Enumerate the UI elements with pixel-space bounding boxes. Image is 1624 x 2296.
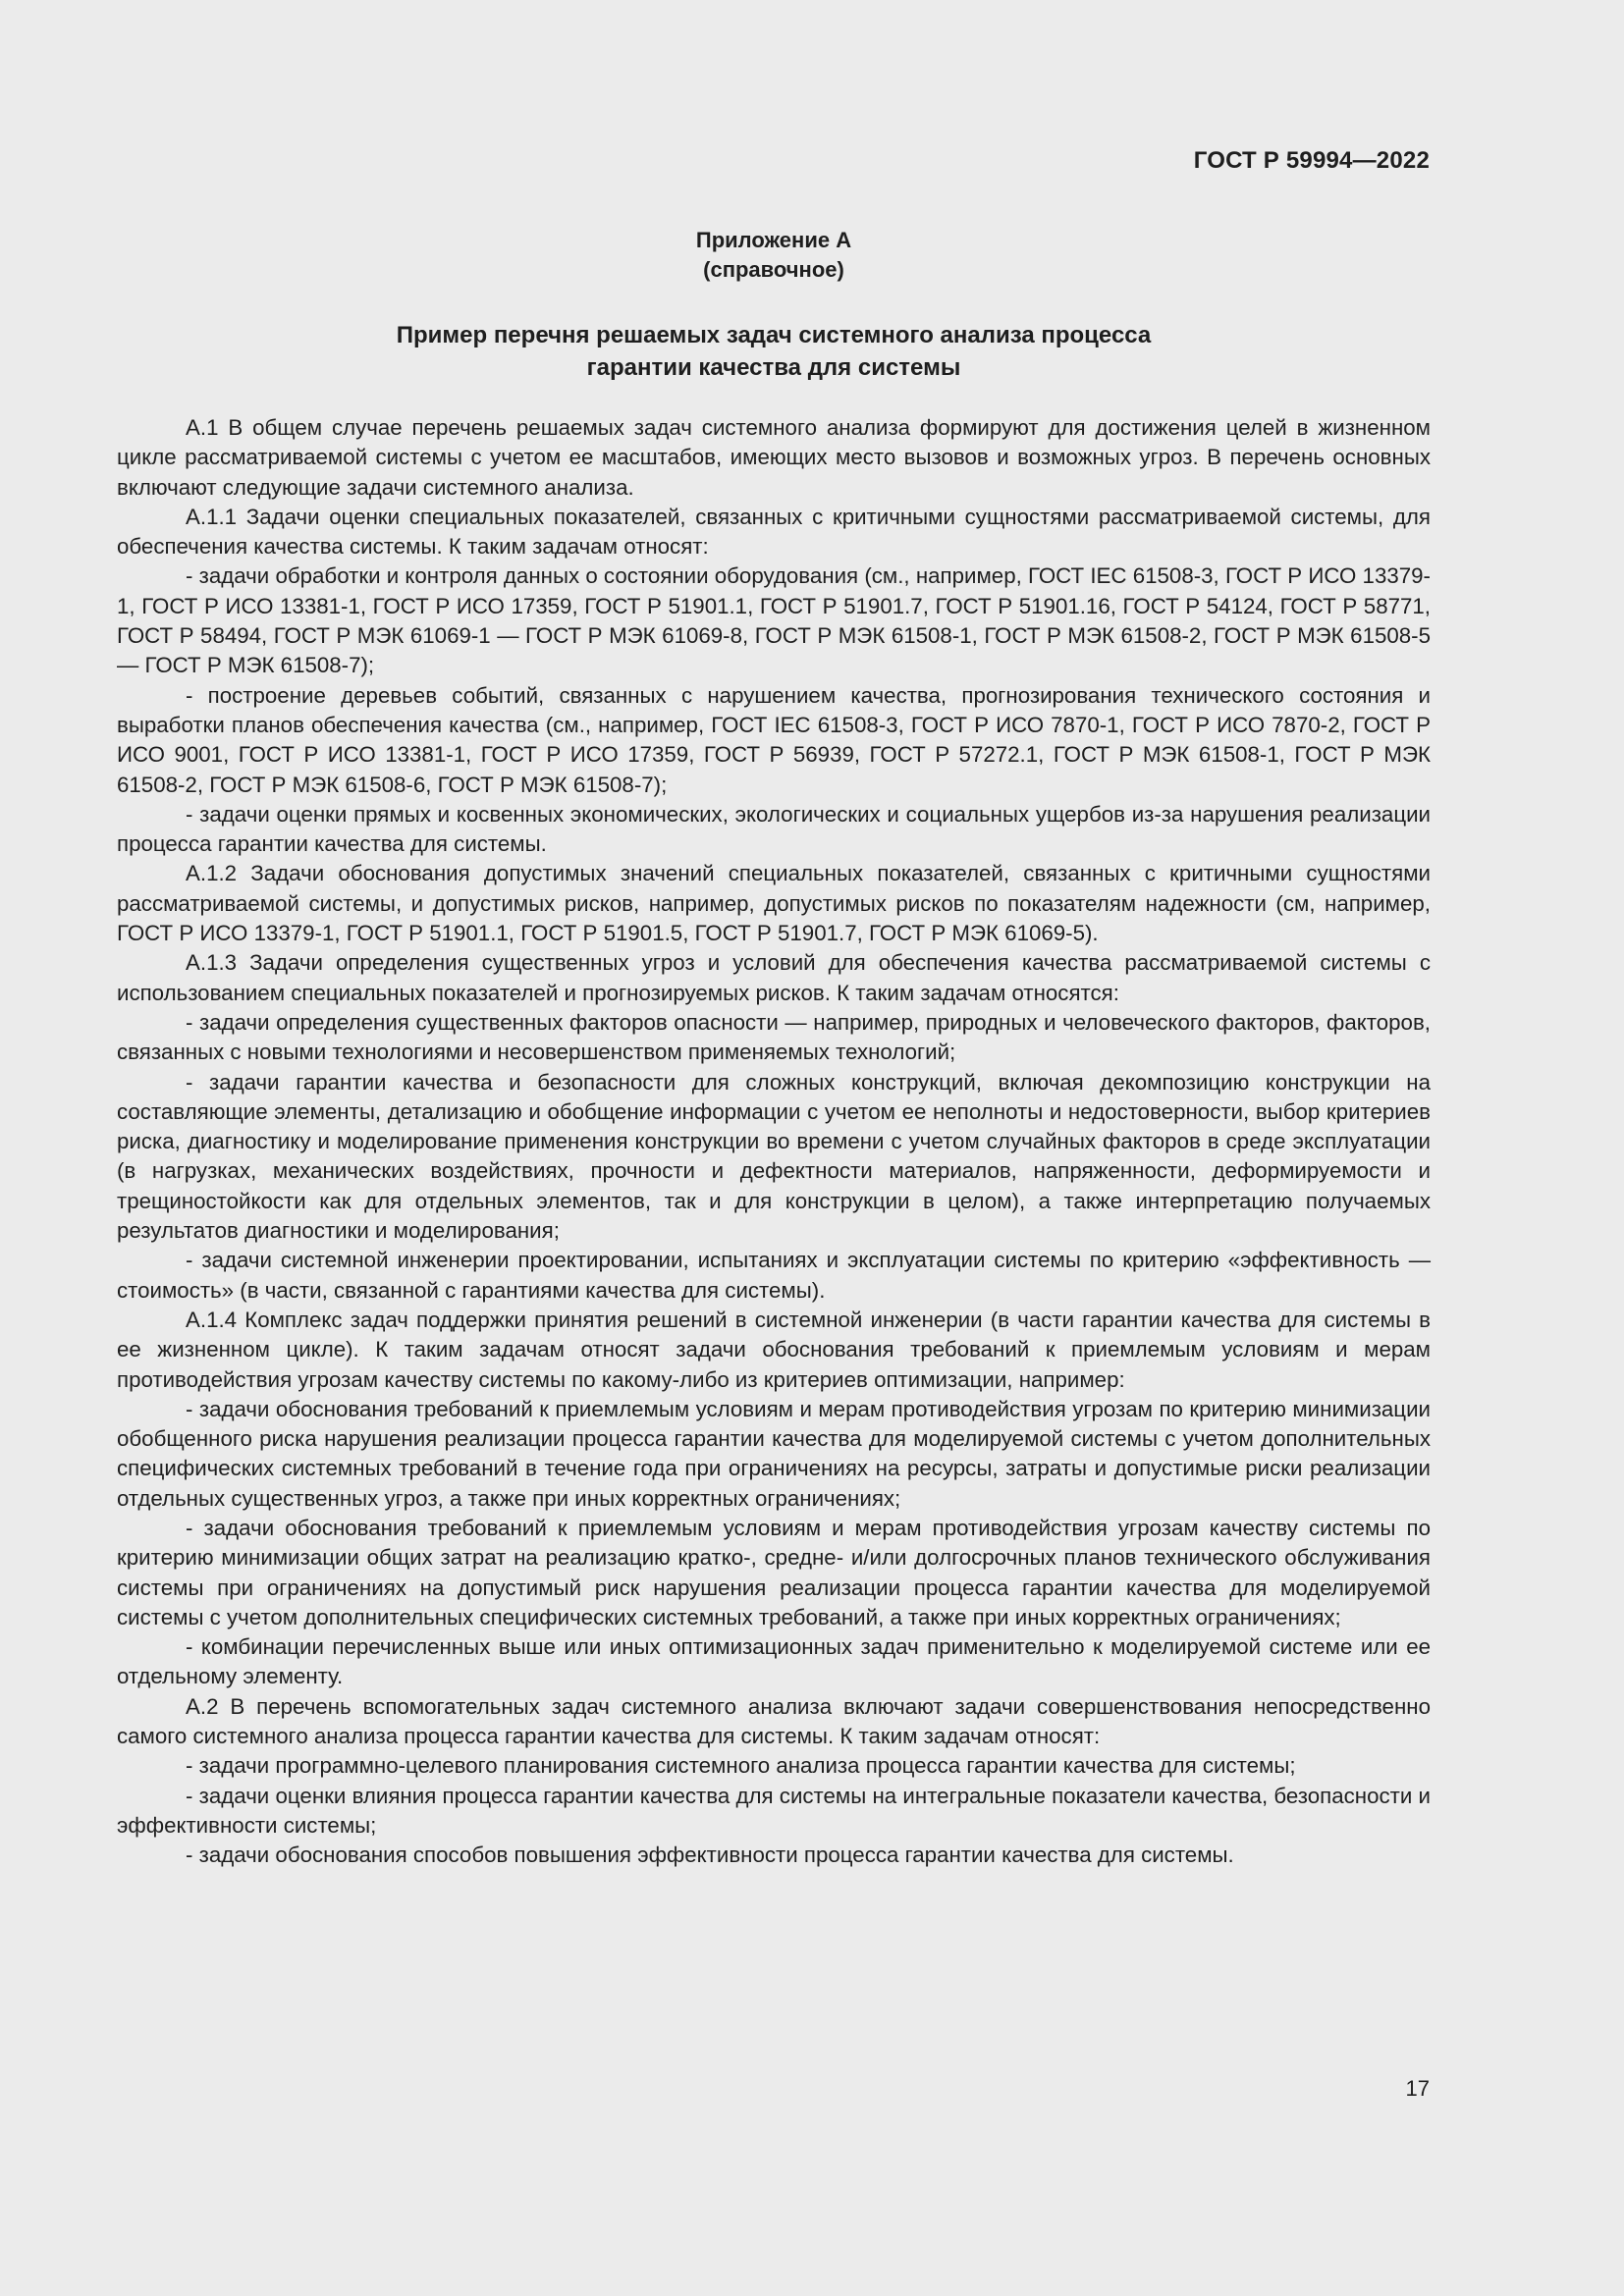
list-item: - задачи программно-целевого планирования системного анализа процесса гарантии качества для системы; (186, 1753, 1296, 1779)
appendix-label: Приложение А (695, 228, 852, 252)
appendix-title (0, 319, 1624, 384)
list-item: - задачи обоснования требований к приемлемым условиям и мерам противодействия угрозам по критерию минимизации обобщенного риска нарушения реализации процесса гарантии качества для моделируемой системы с учетом дополнительных специфических системных требований в течение года при ограничениях на ресурсы, затраты и допустимые риски реализации отдельных существенных угроз, а также при иных корректных ограничениях; (117, 1396, 1431, 1511)
paragraph-a1-4: А.1.4 Комплекс задач поддержки принятия решений в системной инженерии (в части гарантии качества для системы в ее жизненном цикле). К таким задачам относят задачи обоснования требований к приемлемым условиям и мерам противодействия угрозам качеству системы по какому-либо из критериев оптимизации, например: (117, 1307, 1431, 1392)
paragraph-a1-2: А.1.2 Задачи обоснования допустимых значений специальных показателей, связанных с критичными сущностями рассматриваемой системы, и допустимых рисков, например, допустимых рисков по показателям надежности (см, например, ГОСТ Р ИСО 13379-1, ГОСТ Р 51901.1, ГОСТ Р 51901.5, ГОСТ Р 51901.7, ГОСТ Р МЭК 61069-5). (117, 861, 1431, 946)
appendix-title-line-2: гарантии качества для системы (586, 354, 961, 381)
list-item: - задачи оценки прямых и косвенных экономических, экологических и социальных ущербов из-за нарушения реализации процесса гарантии качества для системы. (117, 801, 1431, 857)
list-item: - построение деревьев событий, связанных с нарушением качества, прогнозирования технического состояния и выработки планов обеспечения качества (см., например, ГОСТ IEC 61508-3, ГОСТ Р ИСО 7870-1, ГОСТ Р ИСО 7870-2, ГОСТ Р ИСО 9001, ГОСТ Р ИСО 13381-1, ГОСТ Р ИСО 17359, ГОСТ Р 56939, ГОСТ Р 57272.1, ГОСТ Р МЭК 61508-1, ГОСТ Р МЭК 61508-2, ГОСТ Р МЭК 61508-6, ГОСТ Р МЭК 61508-7); (117, 682, 1431, 797)
paragraph-a1-1: А.1.1 Задачи оценки специальных показателей, связанных с критичными сущностями рассматриваемой системы, для обеспечения качества системы. К таким задачам относят: (117, 504, 1431, 560)
document-body (117, 413, 1431, 1871)
appendix-title-line-1: Пример перечня решаемых задач системного анализа процесса (396, 322, 1152, 348)
paragraph-a2: А.2 В перечень вспомогательных задач системного анализа включают задачи совершенствования непосредственно самого системного анализа процесса гарантии качества для системы. К таким задачам относят: (117, 1693, 1431, 1749)
document-code: ГОСТ Р 59994—2022 (1193, 147, 1430, 174)
list-item: - задачи гарантии качества и безопасности для сложных конструкций, включая декомпозицию конструкции на составляющие элементы, детализацию и обобщение информации с учетом ее неполноты и недостоверности, выбор критериев риска, диагностику и моделирование применения конструкции во времени с учетом случайных факторов в среде эксплуатации (в нагрузках, механических воздействиях, прочности и дефектности материалов, напряженности, деформируемости и трещиностойкости как для отдельных элементов, так и для конструкции в целом), а также интерпретацию получаемых результатов диагностики и моделирования; (117, 1069, 1431, 1244)
paragraph-a1-3: А.1.3 Задачи определения существенных угроз и условий для обеспечения качества рассматриваемой системы с использованием специальных показателей и прогнозируемых рисков. К таким задачам относятся: (117, 950, 1431, 1005)
list-item: - задачи системной инженерии проектировании, испытаниях и эксплуатации системы по критерию «эффективность — стоимость» (в части, связанной с гарантиями качества для системы). (117, 1248, 1431, 1303)
list-item: - комбинации перечисленных выше или иных оптимизационных задач применительно к моделируемой системе или ее отдельному элементу. (117, 1634, 1431, 1689)
appendix-heading (0, 226, 1624, 285)
paragraph-a1: А.1 В общем случае перечень решаемых задач системного анализа формируют для достижения целей в жизненном цикле рассматриваемой системы с учетом ее масштабов, имеющих место вызовов и возможных угроз. В перечень основных включают следующие задачи системного анализа. (117, 415, 1431, 500)
list-item: - задачи обоснования требований к приемлемым условиям и мерам противодействия угрозам качеству системы по критерию минимизации общих затрат на реализацию кратко-, средне- и/или долгосрочных планов технического обслуживания системы при ограничениях на допустимый риск нарушения реализации процесса гарантии качества для моделируемой системы с учетом дополнительных специфических системных требований, а также при иных корректных ограничениях; (117, 1515, 1431, 1629)
list-item: - задачи обработки и контроля данных о состоянии оборудования (см., например, ГОСТ IEC 61508-3, ГОСТ Р ИСО 13379-1, ГОСТ Р ИСО 13381-1, ГОСТ Р ИСО 17359, ГОСТ Р 51901.1, ГОСТ Р 51901.7, ГОСТ Р 51901.16, ГОСТ Р 54124, ГОСТ Р 58771, ГОСТ Р 58494, ГОСТ Р МЭК 61069-1 — ГОСТ Р МЭК 61069-8, ГОСТ Р МЭК 61508-1, ГОСТ Р МЭК 61508-2, ГОСТ Р МЭК 61508-5 — ГОСТ Р МЭК 61508-7); (117, 563, 1431, 678)
appendix-type: (справочное) (703, 257, 844, 282)
list-item: - задачи обоснования способов повышения эффективности процесса гарантии качества для системы. (186, 1842, 1234, 1868)
page-number: 17 (1405, 2076, 1430, 2101)
list-item: - задачи определения существенных факторов опасности — например, природных и человеческого факторов, факторов, связанных с новыми технологиями и несовершенством применяемых технологий; (117, 1009, 1431, 1065)
list-item: - задачи оценки влияния процесса гарантии качества для системы на интегральные показатели качества, безопасности и эффективности системы; (117, 1783, 1431, 1838)
